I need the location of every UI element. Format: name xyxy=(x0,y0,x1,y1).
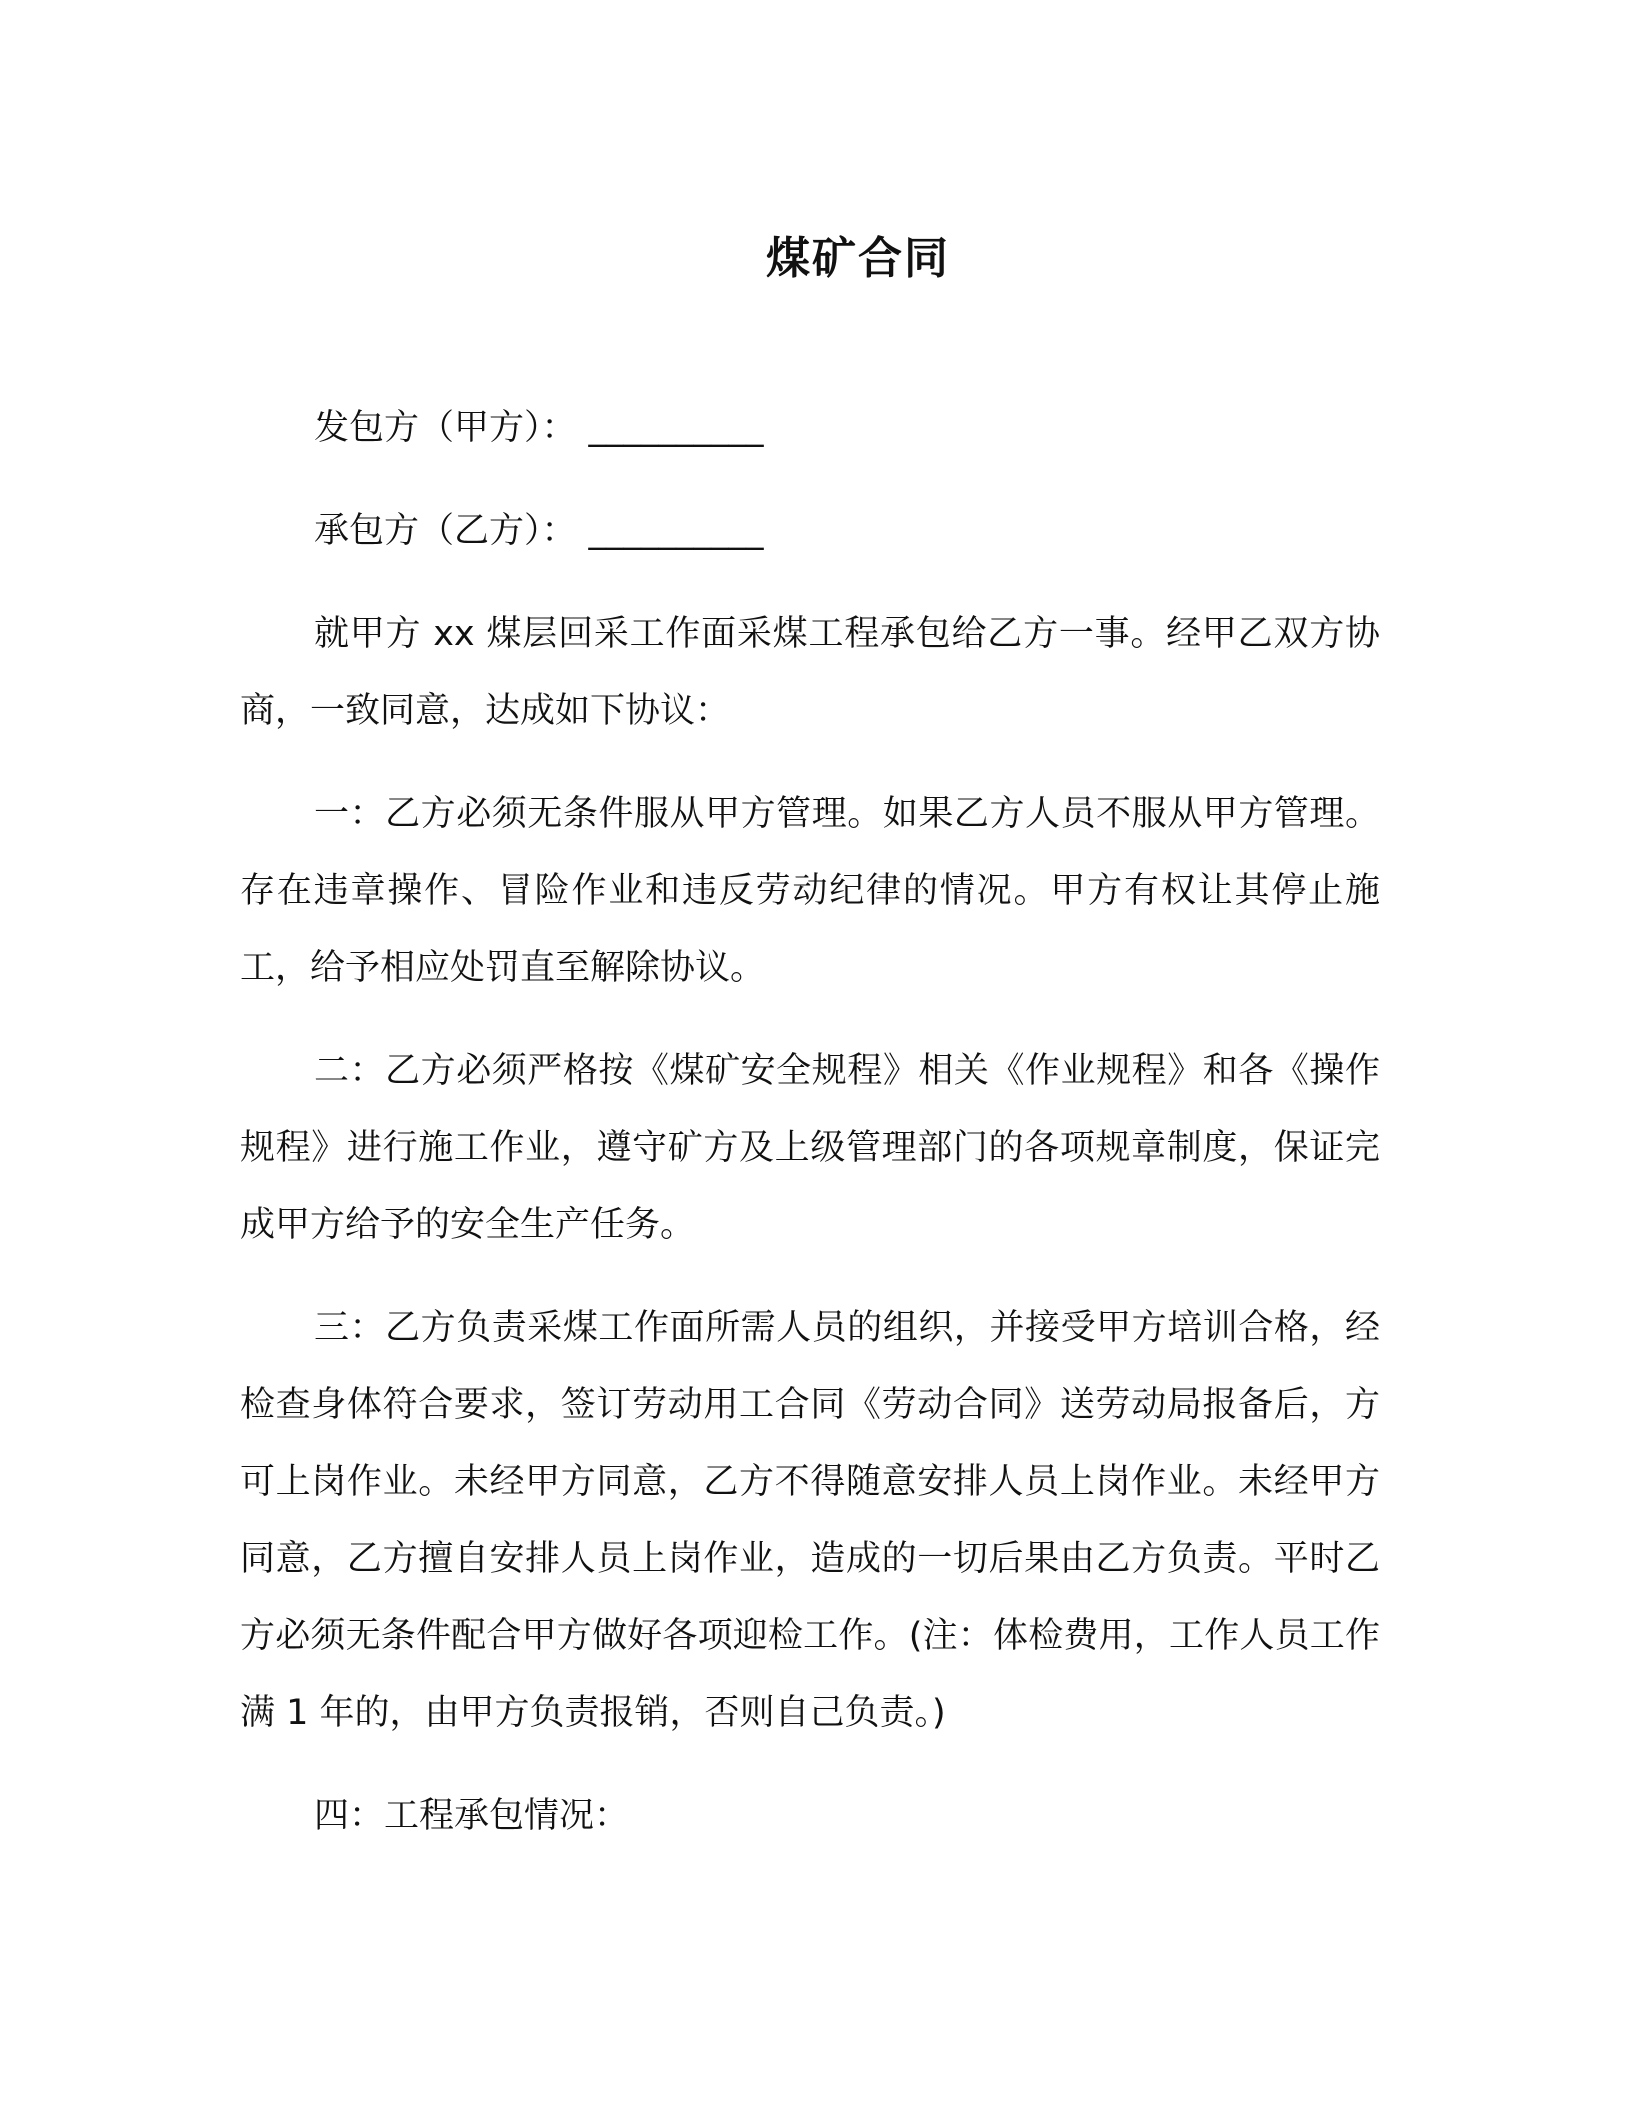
document-title: 煤矿合同 xyxy=(766,233,950,284)
party-a-label: 发包方（甲方）： xyxy=(314,408,577,448)
party-b-label: 承包方（乙方）： xyxy=(314,511,577,551)
party-a-line xyxy=(240,390,1380,467)
clause-2-paragraph: 二：乙方必须严格按《煤矿安全规程》相关《作业规程》和各《操作规程》进行施工作业，遵守矿方及上级管理部门的各项规章制度，保证完成甲方给予的安全生产任务。 xyxy=(240,1051,1380,1245)
clause-4-heading: 四：工程承包情况： xyxy=(314,1796,630,1836)
clause-3-paragraph: 三：乙方负责采煤工作面所需人员的组织，并接受甲方培训合格，经检查身体符合要求，签订劳动用工合同《劳动合同》送劳动局报备后，方可上岗作业。未经甲方同意，乙方不得随意安排人员上岗作业。未经甲方同意，乙方擅自安排人员上岗作业，造成的一切后果由乙方负责。平时乙方必须无条件配合甲方做好各项迎检工作。(注：体检费用，工作人员工作满 1 年的，由甲方负责报销，否则自己负责。) xyxy=(240,1308,1380,1733)
party-b-line xyxy=(240,493,1380,570)
party-b-blank: __________ xyxy=(588,511,764,551)
document-body xyxy=(240,390,1380,1855)
party-a-blank: __________ xyxy=(588,408,764,448)
clause-1-paragraph: 一：乙方必须无条件服从甲方管理。如果乙方人员不服从甲方管理。存在违章操作、冒险作业和违反劳动纪律的情况。甲方有权让其停止施工，给予相应处罚直至解除协议。 xyxy=(240,794,1380,988)
preamble-paragraph: 就甲方 xx 煤层回采工作面采煤工程承包给乙方一事。经甲乙双方协商，一致同意，达成如下协议： xyxy=(240,614,1380,731)
